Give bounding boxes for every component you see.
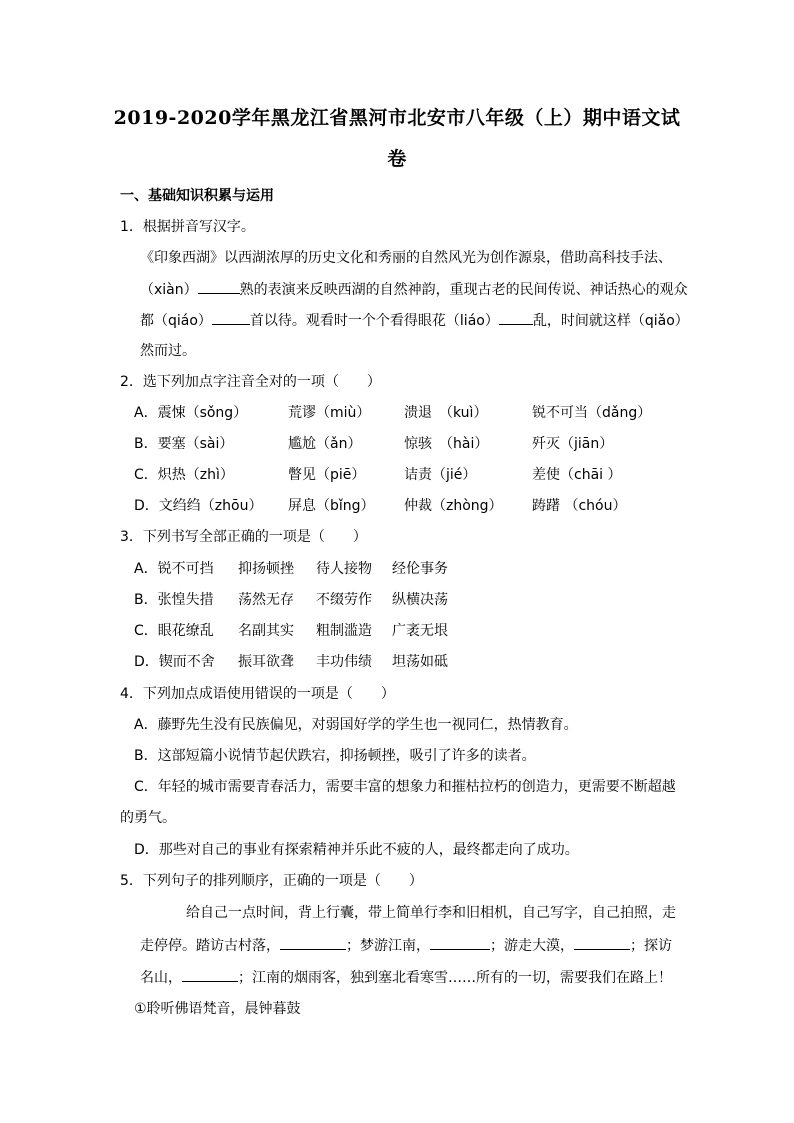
- q2-row4-item3: 仲裁（zhòng）: [404, 498, 503, 514]
- q3-row4-item2: 振耳欲聋: [238, 654, 294, 670]
- q3-row2-item3: 不缀劳作: [316, 592, 372, 608]
- q5-stem: 5．下列句子的排列顺序，正确的一项是（ ）: [120, 873, 423, 889]
- q4-stem: 4．下列加点成语使用错误的一项是（ ）: [120, 686, 395, 702]
- q3-row1-item4: 经伦事务: [392, 561, 448, 577]
- q2-row1-item4: 锐不可当（dǎng）: [532, 405, 652, 421]
- page-title: 2019-2020学年黑龙江省黑河市北安市八年级（上）期中语文试: [113, 107, 681, 129]
- q3-row4-item3: 丰功伟绩: [316, 654, 372, 670]
- q1-passage-line2: [140, 279, 688, 300]
- q4-option-c-cont: 的勇气。: [120, 810, 176, 826]
- q4-option-d[interactable]: D．那些对自己的事业有探索精神并乐此不疲的人，最终都走向了成功。: [134, 842, 579, 858]
- q3-row2-item1[interactable]: B．张惶失措: [134, 592, 214, 608]
- q2-row3-item2: 瞥见（piē）: [288, 467, 366, 483]
- q2-row1-item3: 溃退 （kuì）: [404, 405, 488, 421]
- q2-row4-item2: 屏息（bǐng）: [288, 498, 375, 514]
- q4-option-a[interactable]: A．藤野先生没有民族偏见，对弱国好学的学生也一视同仁，热情教育。: [134, 717, 578, 733]
- q5-passage-line1: 给自己一点时间，背上行囊，带上简单行李和旧相机，自己写字，自己拍照，走: [186, 905, 676, 921]
- q5-text: ；江南的烟雨客，独到塞北看寒雪……所有的一切，需要我们在路上！: [238, 970, 672, 986]
- q5-text: ；游走大漠，: [490, 938, 574, 954]
- q4-option-b[interactable]: B．这部短篇小说情节起伏跌宕，抑扬顿挫，吸引了许多的读者。: [134, 748, 536, 764]
- q2-row2-item3: 惊骇 （hài）: [404, 436, 489, 452]
- q2-row3-item3: 诘责（jié）: [404, 467, 477, 483]
- answer-blank[interactable]: [499, 310, 533, 325]
- q4-option-c[interactable]: C．年轻的城市需要青春活力，需要丰富的想象力和摧枯拉朽的创造力，更需要不断超越: [134, 779, 676, 795]
- q3-row3-item3: 粗制滥造: [316, 623, 372, 639]
- q2-row3-item4: 差使（chāi ）: [532, 467, 622, 483]
- q2-row2-item1[interactable]: B．要塞（sài）: [134, 436, 234, 452]
- q5-text: ；梦游江南，: [346, 938, 430, 954]
- q3-row1-item1[interactable]: A．锐不可挡: [134, 561, 214, 577]
- q2-row4-item4: 踌躇 （chóu）: [532, 498, 627, 514]
- q5-text: 走停停。踏访古村落，: [140, 938, 280, 954]
- q1-stem: 1．根据拼音写汉字。: [120, 219, 255, 235]
- pinyin-qiao: 都（qiáo）: [140, 313, 212, 329]
- answer-blank[interactable]: [574, 935, 630, 950]
- answer-blank[interactable]: [280, 935, 346, 950]
- q3-row3-item2: 名副其实: [238, 623, 294, 639]
- answer-blank[interactable]: [182, 967, 238, 982]
- q1-line3-text-end: 乱，时间就这样（qiǎo）: [532, 313, 689, 329]
- q3-row1-item2: 抑扬顿挫: [238, 561, 294, 577]
- q1-passage-line4: 然而过。: [140, 343, 196, 359]
- q5-passage-line2: [140, 935, 672, 956]
- answer-blank[interactable]: [198, 279, 240, 294]
- q2-stem: 2．选下列加点字注音全对的一项（ ）: [120, 374, 381, 390]
- q2-row1-item1[interactable]: A．震悚（sǒng）: [134, 405, 248, 421]
- q3-row3-item1[interactable]: C．眼花缭乱: [134, 623, 214, 639]
- q1-line3-text: 首以待。观看时一个个看得眼花（liáo）: [249, 313, 499, 329]
- answer-blank[interactable]: [430, 935, 490, 950]
- q3-row2-item4: 纵横决荡: [392, 592, 448, 608]
- q3-row2-item2: 荡然无存: [238, 592, 294, 608]
- q3-stem: 3．下列书写全部正确的一项是（ ）: [120, 529, 367, 545]
- pinyin-xian: （xiàn）: [140, 282, 198, 298]
- q1-passage-line1: 《印象西湖》以西湖浓厚的历史文化和秀丽的自然风光为创作源泉，借助高科技手法、: [140, 250, 672, 266]
- q2-row1-item2: 荒谬（miù）: [288, 405, 371, 421]
- q5-passage-line3: [140, 967, 672, 988]
- q2-row3-item1[interactable]: C．炽热（zhì）: [134, 467, 234, 483]
- q2-row2-item2: 尴尬（ǎn）: [288, 436, 362, 452]
- section-heading: 一、基础知识积累与运用: [120, 188, 274, 204]
- q3-row4-item1[interactable]: D．锲而不舍: [134, 654, 215, 670]
- q5-text: ；探访: [630, 938, 672, 954]
- q2-row4-item1[interactable]: D．文绉绉（zhōu）: [134, 498, 263, 514]
- q5-text: 名山，: [140, 970, 182, 986]
- q5-choice-1: ①聆听佛语梵音，晨钟暮鼓: [134, 1001, 301, 1017]
- q1-passage-line3: [140, 310, 689, 331]
- answer-blank[interactable]: [212, 310, 250, 325]
- q1-line2-text: 熟的表演来反映西湖的自然神韵，重现古老的民间传说、神话热心的观众: [239, 282, 688, 298]
- q3-row3-item4: 广袤无垠: [392, 623, 448, 639]
- page-title-continued: 卷: [387, 148, 407, 170]
- q2-row2-item4: 歼灭（jiān）: [532, 436, 614, 452]
- q3-row4-item4: 坦荡如砥: [392, 654, 448, 670]
- q3-row1-item3: 待人接物: [316, 561, 372, 577]
